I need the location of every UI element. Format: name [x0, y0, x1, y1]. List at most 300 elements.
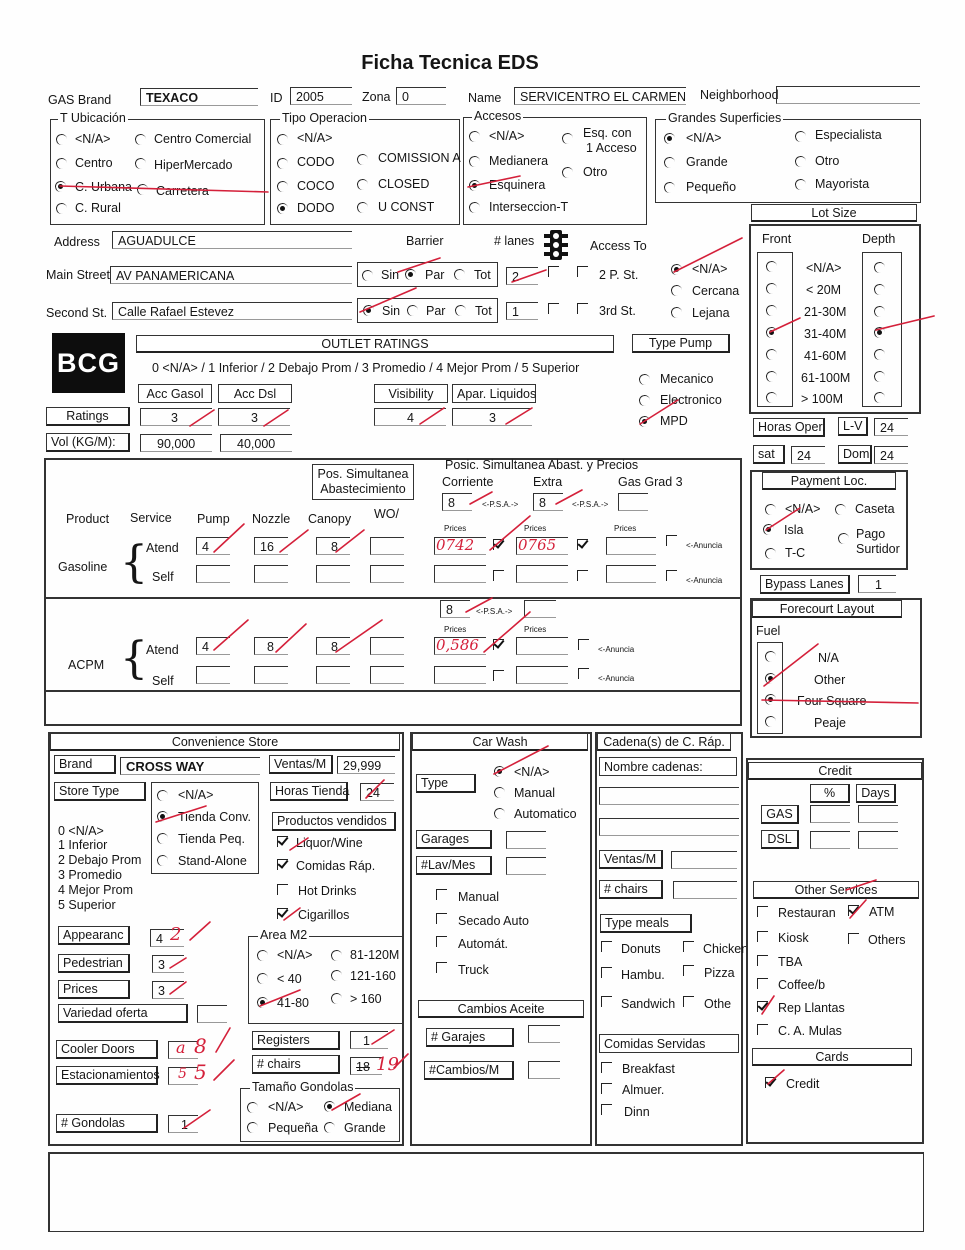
acpm-anuncia2-checkbox[interactable]	[578, 639, 589, 650]
front-30-radio[interactable]	[766, 305, 777, 316]
depth-30-radio[interactable]	[874, 306, 885, 317]
credit-gas-pct-field[interactable]	[810, 805, 850, 823]
barrier-label: Barrier	[406, 234, 444, 248]
zona-field[interactable]: 0	[396, 87, 446, 105]
restauran-checkbox[interactable]	[757, 906, 768, 917]
extra-header: Extra	[533, 475, 563, 489]
cw-auto-radio[interactable]	[494, 808, 505, 819]
access-lejana-radio[interactable]	[671, 307, 682, 318]
gas-self-wo-field[interactable]	[370, 565, 404, 583]
estac-label: Estacionamientos	[56, 1066, 158, 1085]
op-coco-radio[interactable]	[277, 181, 288, 192]
gasoline-brace-icon: {	[120, 537, 148, 588]
credit-card-checkbox[interactable]	[765, 1077, 776, 1088]
type-meals-label: Type meals	[600, 914, 692, 933]
store-ventas-field[interactable]: 29,999	[337, 756, 395, 774]
acpm-prices2-label: Prices	[524, 625, 547, 634]
acc-medianera-radio[interactable]	[469, 156, 480, 167]
garajes-label: # Garajes	[426, 1028, 514, 1047]
op-comission-label: COMISSION A	[378, 151, 461, 165]
comments-box[interactable]	[48, 1152, 924, 1232]
acpm-atend-canopy-field[interactable]: 8	[316, 637, 350, 655]
appearance-field[interactable]: 4	[150, 929, 184, 947]
op-uconst-radio[interactable]	[357, 202, 368, 213]
store-chairs-field[interactable]: 18	[350, 1057, 382, 1075]
pay-na-label: <N/A>	[785, 502, 821, 516]
gas-self-nozzle-field[interactable]	[254, 565, 288, 583]
pump-mpd-radio[interactable]	[639, 416, 650, 427]
area-81-label: 81-120M	[350, 948, 400, 962]
fc-peaje-label: Peaje	[814, 716, 846, 730]
rating-scale-legend: 0 <N/A> / 1 Inferior / 2 Debajo Prom / 3 Promedio / 4 Mejor Prom / 5 Superior	[152, 361, 580, 375]
fc-na-radio[interactable]	[765, 651, 776, 662]
cw-manual-check-label: Manual	[458, 890, 499, 904]
acc-interseccion-radio[interactable]	[469, 202, 480, 213]
type-pump-title: Type Pump	[632, 334, 730, 353]
liquor-label: Liquor/Wine	[296, 836, 363, 850]
gas-self-canopy-field[interactable]	[316, 565, 350, 583]
area-na-label: <N/A>	[277, 948, 313, 962]
acpm-atend-label: Atend	[146, 643, 179, 657]
acpm-atend-wo-field[interactable]	[370, 637, 404, 655]
bypass-field[interactable]: 1	[858, 575, 896, 593]
hw-chairs-19: 19	[376, 1054, 399, 1075]
gs-na-radio[interactable]	[664, 133, 675, 144]
store-prices-label: Prices	[58, 980, 130, 999]
extra-pos-field[interactable]: 8	[533, 493, 563, 511]
comidas-checkbox[interactable]	[277, 859, 288, 870]
othe-checkbox[interactable]	[683, 996, 694, 1007]
pizza-label: Pizza	[704, 966, 735, 980]
scale-2: 2 Debajo Prom	[58, 853, 142, 867]
op-comission-radio[interactable]	[357, 154, 368, 165]
lanes-second-field[interactable]: 1	[506, 302, 538, 320]
fc-foursquare-label: Four Square	[797, 694, 867, 708]
main-street-field[interactable]: AV PANAMERICANA	[110, 266, 352, 284]
fc-peaje-radio[interactable]	[765, 716, 776, 727]
gas-self-gg3-checkbox[interactable]	[666, 570, 677, 581]
acpm-pos-field[interactable]: 8	[440, 600, 470, 618]
hw-estac-5a: 5	[178, 1066, 187, 1082]
gas-self-gg3-price-field[interactable]	[606, 565, 656, 583]
barrier-second-sin-radio[interactable]	[363, 305, 374, 316]
rating-apar-field[interactable]: 3	[452, 408, 532, 426]
access-na-radio[interactable]	[671, 264, 682, 275]
lanes-second-checkbox[interactable]	[548, 303, 559, 314]
lot-40-label: 31-40M	[804, 327, 847, 341]
acc-dsl-header: Acc Dsl	[218, 384, 292, 403]
cw-manual-radio[interactable]	[494, 787, 505, 798]
gas-corriente-anuncia-checkbox[interactable]	[493, 539, 504, 550]
registers-field[interactable]: 1	[350, 1031, 388, 1049]
horas-oper-label: Horas Oper.	[753, 418, 825, 437]
sandwich-checkbox[interactable]	[601, 996, 612, 1007]
hw-cooler-a: a	[176, 1038, 186, 1057]
comidas-label: Comidas Ráp.	[296, 859, 376, 873]
credit-dsl-label: DSL	[761, 830, 799, 849]
barrier-main-sin-radio[interactable]	[362, 270, 373, 281]
ubic-centro-radio[interactable]	[56, 158, 67, 169]
gas-anuncia-label: <-Anuncia	[686, 541, 723, 550]
pay-isla-label: Isla	[784, 523, 804, 537]
lanes-2pst-checkbox[interactable]	[577, 266, 588, 277]
breakfast-checkbox[interactable]	[601, 1062, 612, 1073]
chicken-checkbox[interactable]	[683, 941, 694, 952]
cadena-chairs-field[interactable]	[673, 881, 737, 899]
cambios-m-field[interactable]	[528, 1061, 560, 1079]
gas-atend-nozzle-field[interactable]: 16	[254, 537, 288, 555]
gas-extra-anuncia-checkbox[interactable]	[577, 539, 588, 550]
op-codo-label: CODO	[297, 155, 335, 169]
gs-otro-radio[interactable]	[795, 156, 806, 167]
lanes-main-checkbox[interactable]	[548, 266, 559, 277]
garajes-field[interactable]	[528, 1025, 560, 1043]
area-title: Area M2	[260, 928, 308, 942]
tam-na-radio[interactable]	[247, 1102, 258, 1113]
ubic-carretera-radio[interactable]	[137, 184, 148, 195]
pay-surtidor-radio[interactable]	[838, 533, 849, 544]
credit-title: Credit	[748, 762, 922, 780]
corriente-pos-field[interactable]: 8	[442, 493, 472, 511]
tam-pequena-label: Pequeña	[268, 1121, 319, 1135]
cw-automat-label: Automát.	[458, 937, 509, 951]
gs-mayorista-radio[interactable]	[795, 179, 806, 190]
acc-otro-radio[interactable]	[562, 167, 573, 178]
pay-tc-radio[interactable]	[765, 548, 776, 559]
neighborhood-label: Neighborhood	[700, 88, 779, 102]
gas-atend-canopy-field[interactable]: 8	[316, 537, 350, 555]
donuts-checkbox[interactable]	[601, 941, 612, 952]
op-na-label: <N/A>	[297, 131, 333, 145]
barrier-second-par-radio[interactable]	[407, 305, 418, 316]
atm-checkbox[interactable]	[848, 905, 859, 916]
barrier-main-tot-radio[interactable]	[454, 269, 465, 280]
pump-electronico-radio[interactable]	[639, 395, 650, 406]
fuel-label: Fuel	[756, 624, 781, 638]
barrier-second-tot-label: Tot	[475, 304, 492, 318]
acpm-brace-icon: {	[120, 633, 148, 684]
mulas-checkbox[interactable]	[757, 1024, 768, 1035]
area-40-radio[interactable]	[257, 973, 268, 984]
cadena-chairs-label: # chairs	[599, 880, 663, 899]
other-services-title: Other Services	[753, 881, 919, 899]
cw-secado-checkbox[interactable]	[436, 913, 447, 924]
acpm-self-canopy-field[interactable]	[316, 666, 350, 684]
gas-brand-field[interactable]: TEXACO	[140, 88, 258, 106]
cw-na-radio[interactable]	[494, 766, 505, 777]
chicken-label: Chicken	[703, 942, 749, 956]
rep-llantas-label: Rep Llantas	[778, 1001, 845, 1015]
corriente-prices-label: Prices	[444, 524, 467, 533]
barrier-second-tot-radio[interactable]	[455, 305, 466, 316]
gs-grande-label: Grande	[686, 155, 728, 169]
pay-isla-radio[interactable]	[763, 524, 774, 535]
op-na-radio[interactable]	[277, 134, 288, 145]
depth-60-radio[interactable]	[874, 349, 885, 360]
acpm-self-price-field[interactable]	[434, 666, 486, 684]
gas-self-corriente-price-field[interactable]	[434, 565, 486, 583]
registers-label: Registers	[252, 1031, 340, 1050]
cadena-title: Cadena(s) de C. Ráp.	[597, 733, 731, 751]
fuel-divider	[44, 597, 742, 599]
acpm-anuncia-checkbox[interactable]	[493, 639, 504, 650]
depth-over100-radio[interactable]	[874, 392, 885, 403]
gs-mayorista-label: Mayorista	[815, 177, 870, 191]
cigarillos-checkbox[interactable]	[277, 908, 288, 919]
front-20-radio[interactable]	[766, 283, 777, 294]
acpm-pos2-field[interactable]	[524, 600, 556, 618]
access-cercana-radio[interactable]	[671, 285, 682, 296]
extra-prices-label: Prices	[524, 524, 547, 533]
store-peq-radio[interactable]	[157, 833, 168, 844]
lot-20-label: < 20M	[806, 283, 842, 297]
store-alone-radio[interactable]	[157, 855, 168, 866]
cambios-title: Cambios Aceite	[418, 1000, 584, 1018]
front-na-radio[interactable]	[766, 261, 777, 272]
op-dodo-radio[interactable]	[277, 203, 288, 214]
gas-atend-wo-field[interactable]	[370, 537, 404, 555]
front-100-radio[interactable]	[766, 371, 777, 382]
acc-na-radio[interactable]	[469, 131, 480, 142]
front-over100-radio[interactable]	[766, 392, 777, 403]
store-ventas-label: Ventas/M	[269, 755, 333, 774]
fc-foursquare-radio[interactable]	[765, 694, 776, 705]
ubic-urbana-radio[interactable]	[55, 181, 66, 192]
pay-pago-label: Pago	[856, 527, 886, 541]
barrier-main-par-label: Par	[425, 268, 445, 282]
area-40-label: < 40	[277, 972, 302, 986]
wo-header: WO/	[374, 507, 399, 521]
store-brand-field[interactable]: CROSS WAY	[120, 757, 260, 775]
access-cercana-label: Cercana	[692, 284, 740, 298]
store-prices-field[interactable]: 3	[152, 981, 184, 999]
visibility-header: Visibility	[374, 384, 448, 403]
dinn-checkbox[interactable]	[601, 1104, 612, 1115]
ubic-na-radio[interactable]	[56, 134, 67, 145]
pay-caseta-label: Caseta	[855, 502, 895, 516]
tba-checkbox[interactable]	[757, 955, 768, 966]
credit-card-label: Credit	[786, 1077, 820, 1091]
pay-na-radio[interactable]	[765, 504, 776, 515]
dom-hours-field[interactable]: 24	[874, 446, 908, 464]
barrier-main-tot-label: Tot	[474, 268, 491, 282]
credit-dsl-pct-field[interactable]	[810, 831, 850, 849]
main-street-label: Main Street	[46, 268, 110, 282]
lav-field[interactable]	[506, 857, 546, 875]
gg3-pos-field[interactable]	[618, 493, 648, 511]
vol-gasol-field[interactable]: 90,000	[140, 434, 212, 452]
hw-appearance: 2	[170, 924, 182, 945]
rating-acc-gasol-field[interactable]: 3	[140, 408, 212, 426]
depth-na-radio[interactable]	[874, 262, 885, 273]
nombre-cadenas-field-2[interactable]	[599, 818, 739, 836]
scale-0: 0 <N/A>	[58, 824, 104, 838]
lot-60-label: 41-60M	[804, 349, 847, 363]
depth-40-radio[interactable]	[874, 327, 885, 338]
gs-pequeno-label: Pequeño	[686, 180, 737, 194]
area-81-radio[interactable]	[331, 950, 342, 961]
lot-front-label: Front	[762, 232, 792, 246]
access-na-label: <N/A>	[692, 262, 728, 276]
barrier-second-par-label: Par	[426, 304, 446, 318]
second-st-field[interactable]: Calle Rafael Estevez	[112, 302, 352, 320]
rep-llantas-checkbox[interactable]	[757, 1001, 768, 1012]
acpm-psa-label: <-P.S.A.->	[476, 607, 513, 616]
area-160-radio[interactable]	[331, 993, 342, 1004]
variedad-field[interactable]	[197, 1005, 227, 1023]
gas-self-anuncia-label: <-Anuncia	[686, 576, 723, 585]
gs-grande-radio[interactable]	[664, 157, 675, 168]
tam-mediana-radio[interactable]	[324, 1101, 335, 1112]
front-40-radio[interactable]	[766, 327, 777, 338]
accesos-title: Accesos	[474, 109, 522, 123]
fc-na-label: N/A	[818, 651, 839, 665]
address-field[interactable]: AGUADULCE	[112, 231, 352, 249]
others-checkbox[interactable]	[848, 933, 859, 944]
hw-corriente-price: 0742	[436, 536, 475, 554]
sandwich-label: Sandwich	[621, 997, 676, 1011]
address-label: Address	[54, 235, 100, 249]
coffee-checkbox[interactable]	[757, 978, 768, 989]
acpm-self-nozzle-field[interactable]	[254, 666, 288, 684]
gasoline-label: Gasoline	[58, 560, 108, 574]
acpm-self-checkbox[interactable]	[493, 670, 504, 681]
lanes-3rd-label: 3rd St.	[599, 304, 636, 318]
acc-esquinera-radio[interactable]	[469, 180, 480, 191]
nombre-cadenas-label: Nombre cadenas:	[599, 757, 737, 776]
apar-header: Apar. Liquidos	[452, 384, 536, 403]
liquor-checkbox[interactable]	[277, 836, 288, 847]
ubic-hiper-radio[interactable]	[135, 158, 146, 169]
second-st-label: Second St.	[46, 306, 108, 320]
forecourt-title: Forecourt Layout	[752, 600, 902, 618]
gs-especialista-radio[interactable]	[795, 131, 806, 142]
lanes-label: # lanes	[494, 234, 535, 248]
ubic-cc-radio[interactable]	[135, 134, 146, 145]
gas-self-extra-price-field[interactable]	[516, 565, 568, 583]
acpm-price2-field[interactable]	[516, 637, 568, 655]
cw-truck-checkbox[interactable]	[436, 962, 447, 973]
fc-other-radio[interactable]	[765, 673, 776, 684]
gas-gg3-anuncia-checkbox[interactable]	[666, 535, 677, 546]
store-conv-radio[interactable]	[157, 811, 168, 822]
area-na-radio[interactable]	[257, 950, 268, 961]
lav-label: #Lav/Mes	[416, 856, 492, 875]
pay-surtidor-label: Surtidor	[856, 542, 900, 556]
depth-20-radio[interactable]	[874, 284, 885, 295]
car-wash-title: Car Wash	[412, 733, 588, 751]
op-codo-radio[interactable]	[277, 158, 288, 169]
fc-other-label: Other	[814, 673, 846, 687]
lv-hours-field[interactable]: 24	[874, 418, 908, 436]
area-160-label: > 160	[350, 992, 382, 1006]
gs-pequeno-radio[interactable]	[664, 182, 675, 193]
tam-grande-radio[interactable]	[324, 1122, 335, 1133]
sat-hours-field[interactable]: 24	[791, 446, 825, 464]
barrier-main-par-radio[interactable]	[405, 269, 416, 280]
cw-truck-label: Truck	[458, 963, 489, 977]
hot-drinks-checkbox[interactable]	[277, 884, 288, 895]
lanes-3rd-checkbox[interactable]	[577, 303, 588, 314]
cw-automat-checkbox[interactable]	[436, 936, 447, 947]
pedestrian-field[interactable]: 3	[152, 955, 184, 973]
lanes-main-field[interactable]: 2	[506, 267, 538, 285]
area-41-radio[interactable]	[257, 997, 268, 1008]
store-na-radio[interactable]	[157, 790, 168, 801]
pump-mecanico-radio[interactable]	[639, 374, 650, 385]
acpm-self-wo-field[interactable]	[370, 666, 404, 684]
lot-size-title: Lot Size	[751, 204, 917, 222]
garages-field[interactable]	[506, 831, 546, 849]
id-field[interactable]: 2005	[290, 87, 352, 105]
gas-self-label: Self	[152, 570, 174, 584]
vol-dsl-field[interactable]: 40,000	[220, 434, 292, 452]
acpm-self-price2-field[interactable]	[516, 666, 568, 684]
acpm-atend-nozzle-field[interactable]: 8	[254, 637, 288, 655]
name-field[interactable]: SERVICENTRO EL CARMEN	[514, 87, 686, 105]
cw-manual-checkbox[interactable]	[436, 889, 447, 900]
pizza-checkbox[interactable]	[683, 965, 694, 976]
area-121-radio[interactable]	[331, 970, 342, 981]
othe-label: Othe	[704, 997, 732, 1011]
rating-acc-dsl-field[interactable]: 3	[218, 408, 290, 426]
gas-self-pump-field[interactable]	[196, 565, 230, 583]
gg3-header: Gas Grad 3	[618, 475, 683, 489]
acpm-self-pump-field[interactable]	[196, 666, 230, 684]
almuer-checkbox[interactable]	[601, 1083, 612, 1094]
gas-self-corriente-checkbox[interactable]	[493, 570, 504, 581]
tipo-operacion-title: Tipo Operacion	[282, 111, 367, 125]
acpm-prices-label: Prices	[444, 625, 467, 634]
depth-100-radio[interactable]	[874, 371, 885, 382]
gas-atend-pump-field[interactable]: 4	[196, 537, 230, 555]
cigarillos-label: Cigarillos	[298, 908, 350, 922]
cadena-ventas-field[interactable]	[671, 851, 737, 869]
store-type-label: Store Type	[54, 782, 146, 801]
op-coco-label: COCO	[297, 179, 335, 193]
credit-dsl-days-field[interactable]	[858, 831, 898, 849]
acpm-atend-pump-field[interactable]: 4	[196, 637, 230, 655]
op-closed-radio[interactable]	[357, 179, 368, 190]
front-60-radio[interactable]	[766, 349, 777, 360]
kiosk-checkbox[interactable]	[757, 931, 768, 942]
acc-esq-radio[interactable]	[562, 133, 573, 144]
ubic-rural-radio[interactable]	[56, 203, 67, 214]
neighborhood-field[interactable]	[776, 86, 920, 104]
bypass-label: Bypass Lanes	[760, 575, 850, 594]
bcg-logo: BCG	[52, 333, 125, 393]
rating-visibility-field[interactable]: 4	[374, 408, 446, 426]
horas-tienda-field[interactable]: 24	[360, 783, 394, 801]
gas-self-extra-checkbox[interactable]	[577, 570, 588, 581]
tam-pequena-radio[interactable]	[247, 1122, 258, 1133]
store-conv-label: Tienda Conv.	[178, 810, 251, 824]
credit-gas-days-field[interactable]	[858, 805, 898, 823]
gondolas-field[interactable]: 1	[168, 1115, 198, 1133]
atm-label: ATM	[869, 905, 895, 919]
pay-caseta-radio[interactable]	[835, 504, 846, 515]
pay-tc-label: T-C	[785, 546, 806, 560]
access-to-label: Access To	[590, 239, 647, 253]
lot-over100-label: > 100M	[801, 392, 844, 406]
nombre-cadenas-field-1[interactable]	[599, 787, 739, 805]
others-label: Others	[868, 933, 906, 947]
almuer-label: Almuer.	[622, 1083, 665, 1097]
payment-title: Payment Loc.	[762, 472, 896, 490]
gas-gg3-price-field[interactable]	[606, 537, 656, 555]
acpm-self2-checkbox[interactable]	[578, 668, 589, 679]
hambu-checkbox[interactable]	[601, 967, 612, 978]
